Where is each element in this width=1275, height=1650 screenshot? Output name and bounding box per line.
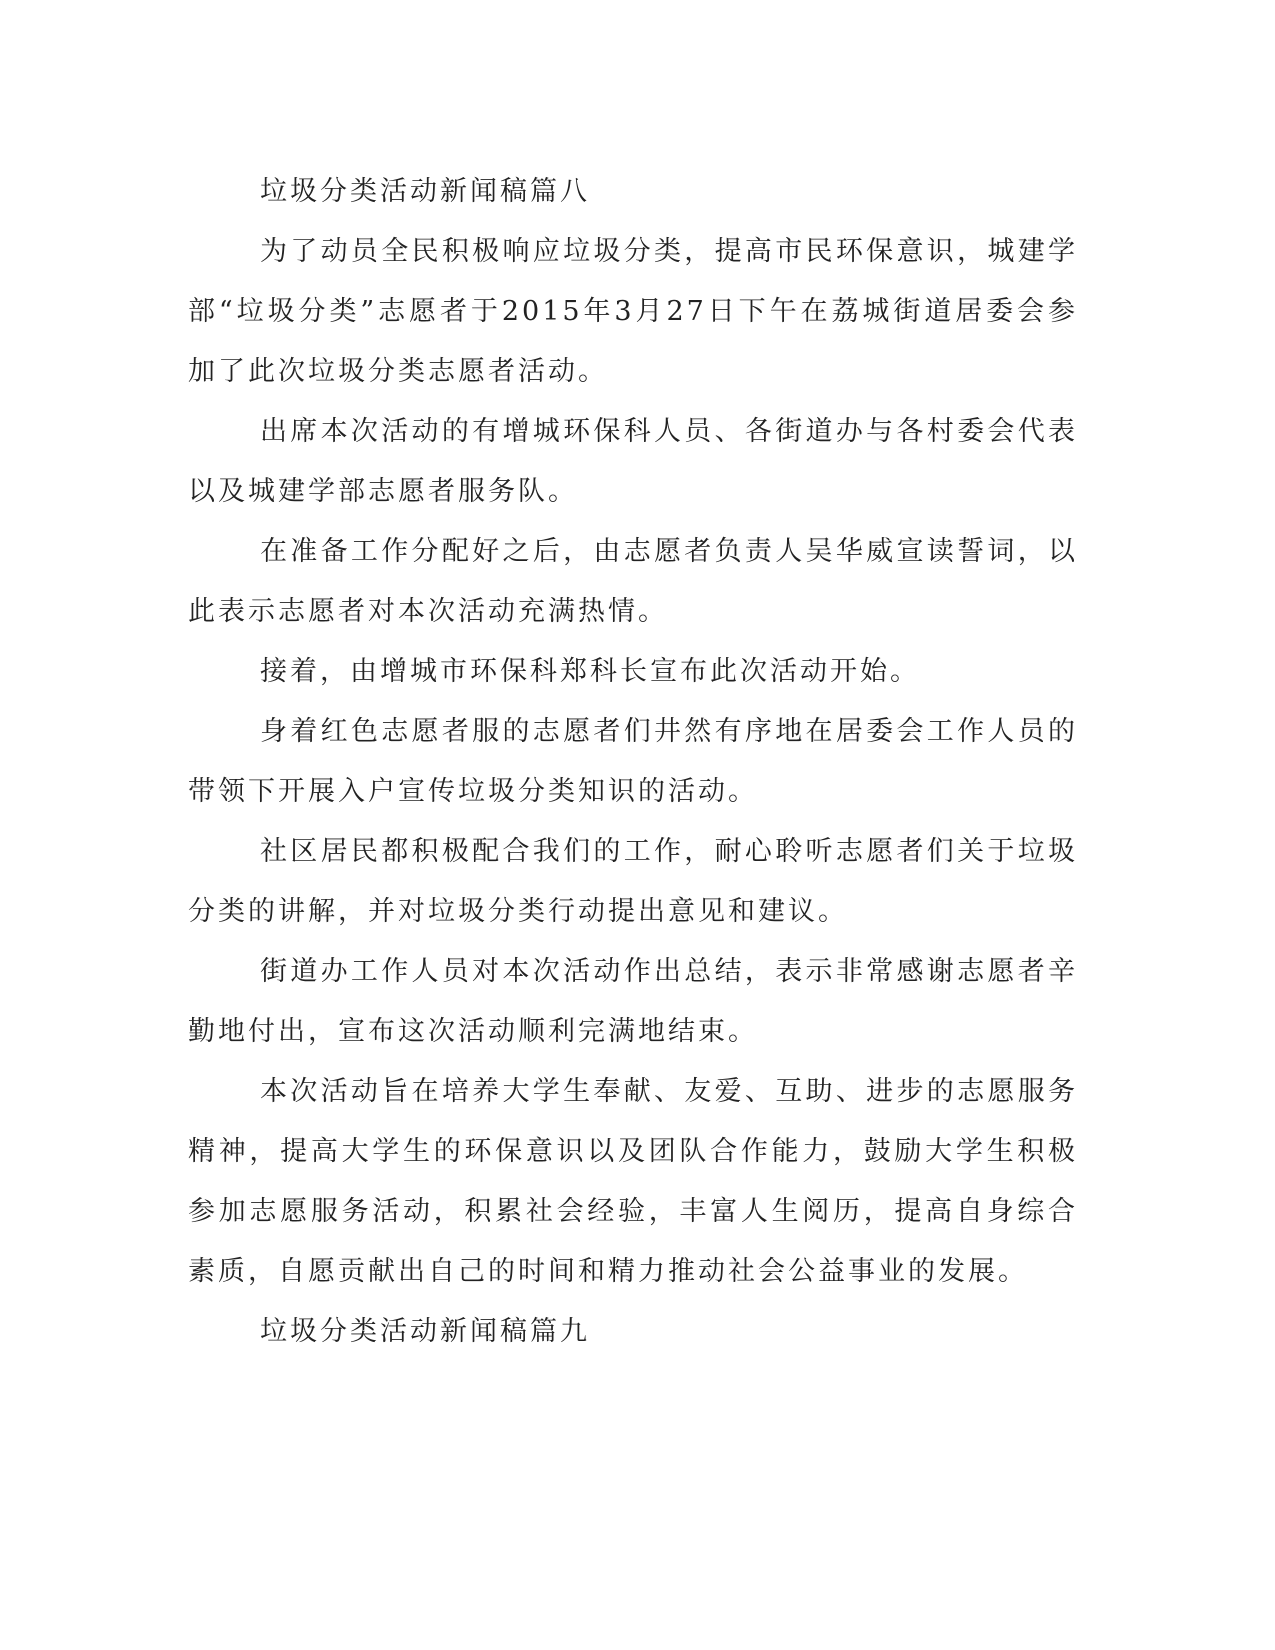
paragraph: 接着，由增城市环保科郑科长宣布此次活动开始。 <box>260 656 920 687</box>
document-body <box>188 162 1078 1362</box>
paragraph: 本次活动旨在培养大学生奉献、友爱、互助、进步的志愿服务精神，提高大学生的环保意识以及团队合作能力，鼓励大学生积极参加志愿服务活动，积累社会经验，丰富人生阅历，提高自身综合素质，自愿贡献出自己的时间和精力推动社会公益事业的发展。 <box>188 1076 1078 1287</box>
section-heading-nine: 垃圾分类活动新闻稿篇九 <box>260 1316 590 1347</box>
paragraph: 社区居民都积极配合我们的工作，耐心聆听志愿者们关于垃圾分类的讲解，并对垃圾分类行动提出意见和建议。 <box>188 836 1078 927</box>
paragraph: 为了动员全民积极响应垃圾分类，提高市民环保意识，城建学部“垃圾分类”志愿者于2015年3月27日下午在荔城街道居委会参加了此次垃圾分类志愿者活动。 <box>188 236 1078 387</box>
paragraph: 身着红色志愿者服的志愿者们井然有序地在居委会工作人员的带领下开展入户宣传垃圾分类知识的活动。 <box>188 716 1078 807</box>
section-heading-eight: 垃圾分类活动新闻稿篇八 <box>260 176 590 207</box>
paragraph: 街道办工作人员对本次活动作出总结，表示非常感谢志愿者辛勤地付出，宣布这次活动顺利完满地结束。 <box>188 956 1078 1047</box>
paragraph: 出席本次活动的有增城环保科人员、各街道办与各村委会代表以及城建学部志愿者服务队。 <box>188 416 1078 507</box>
paragraph: 在准备工作分配好之后，由志愿者负责人吴华威宣读誓词，以此表示志愿者对本次活动充满热情。 <box>188 536 1078 627</box>
